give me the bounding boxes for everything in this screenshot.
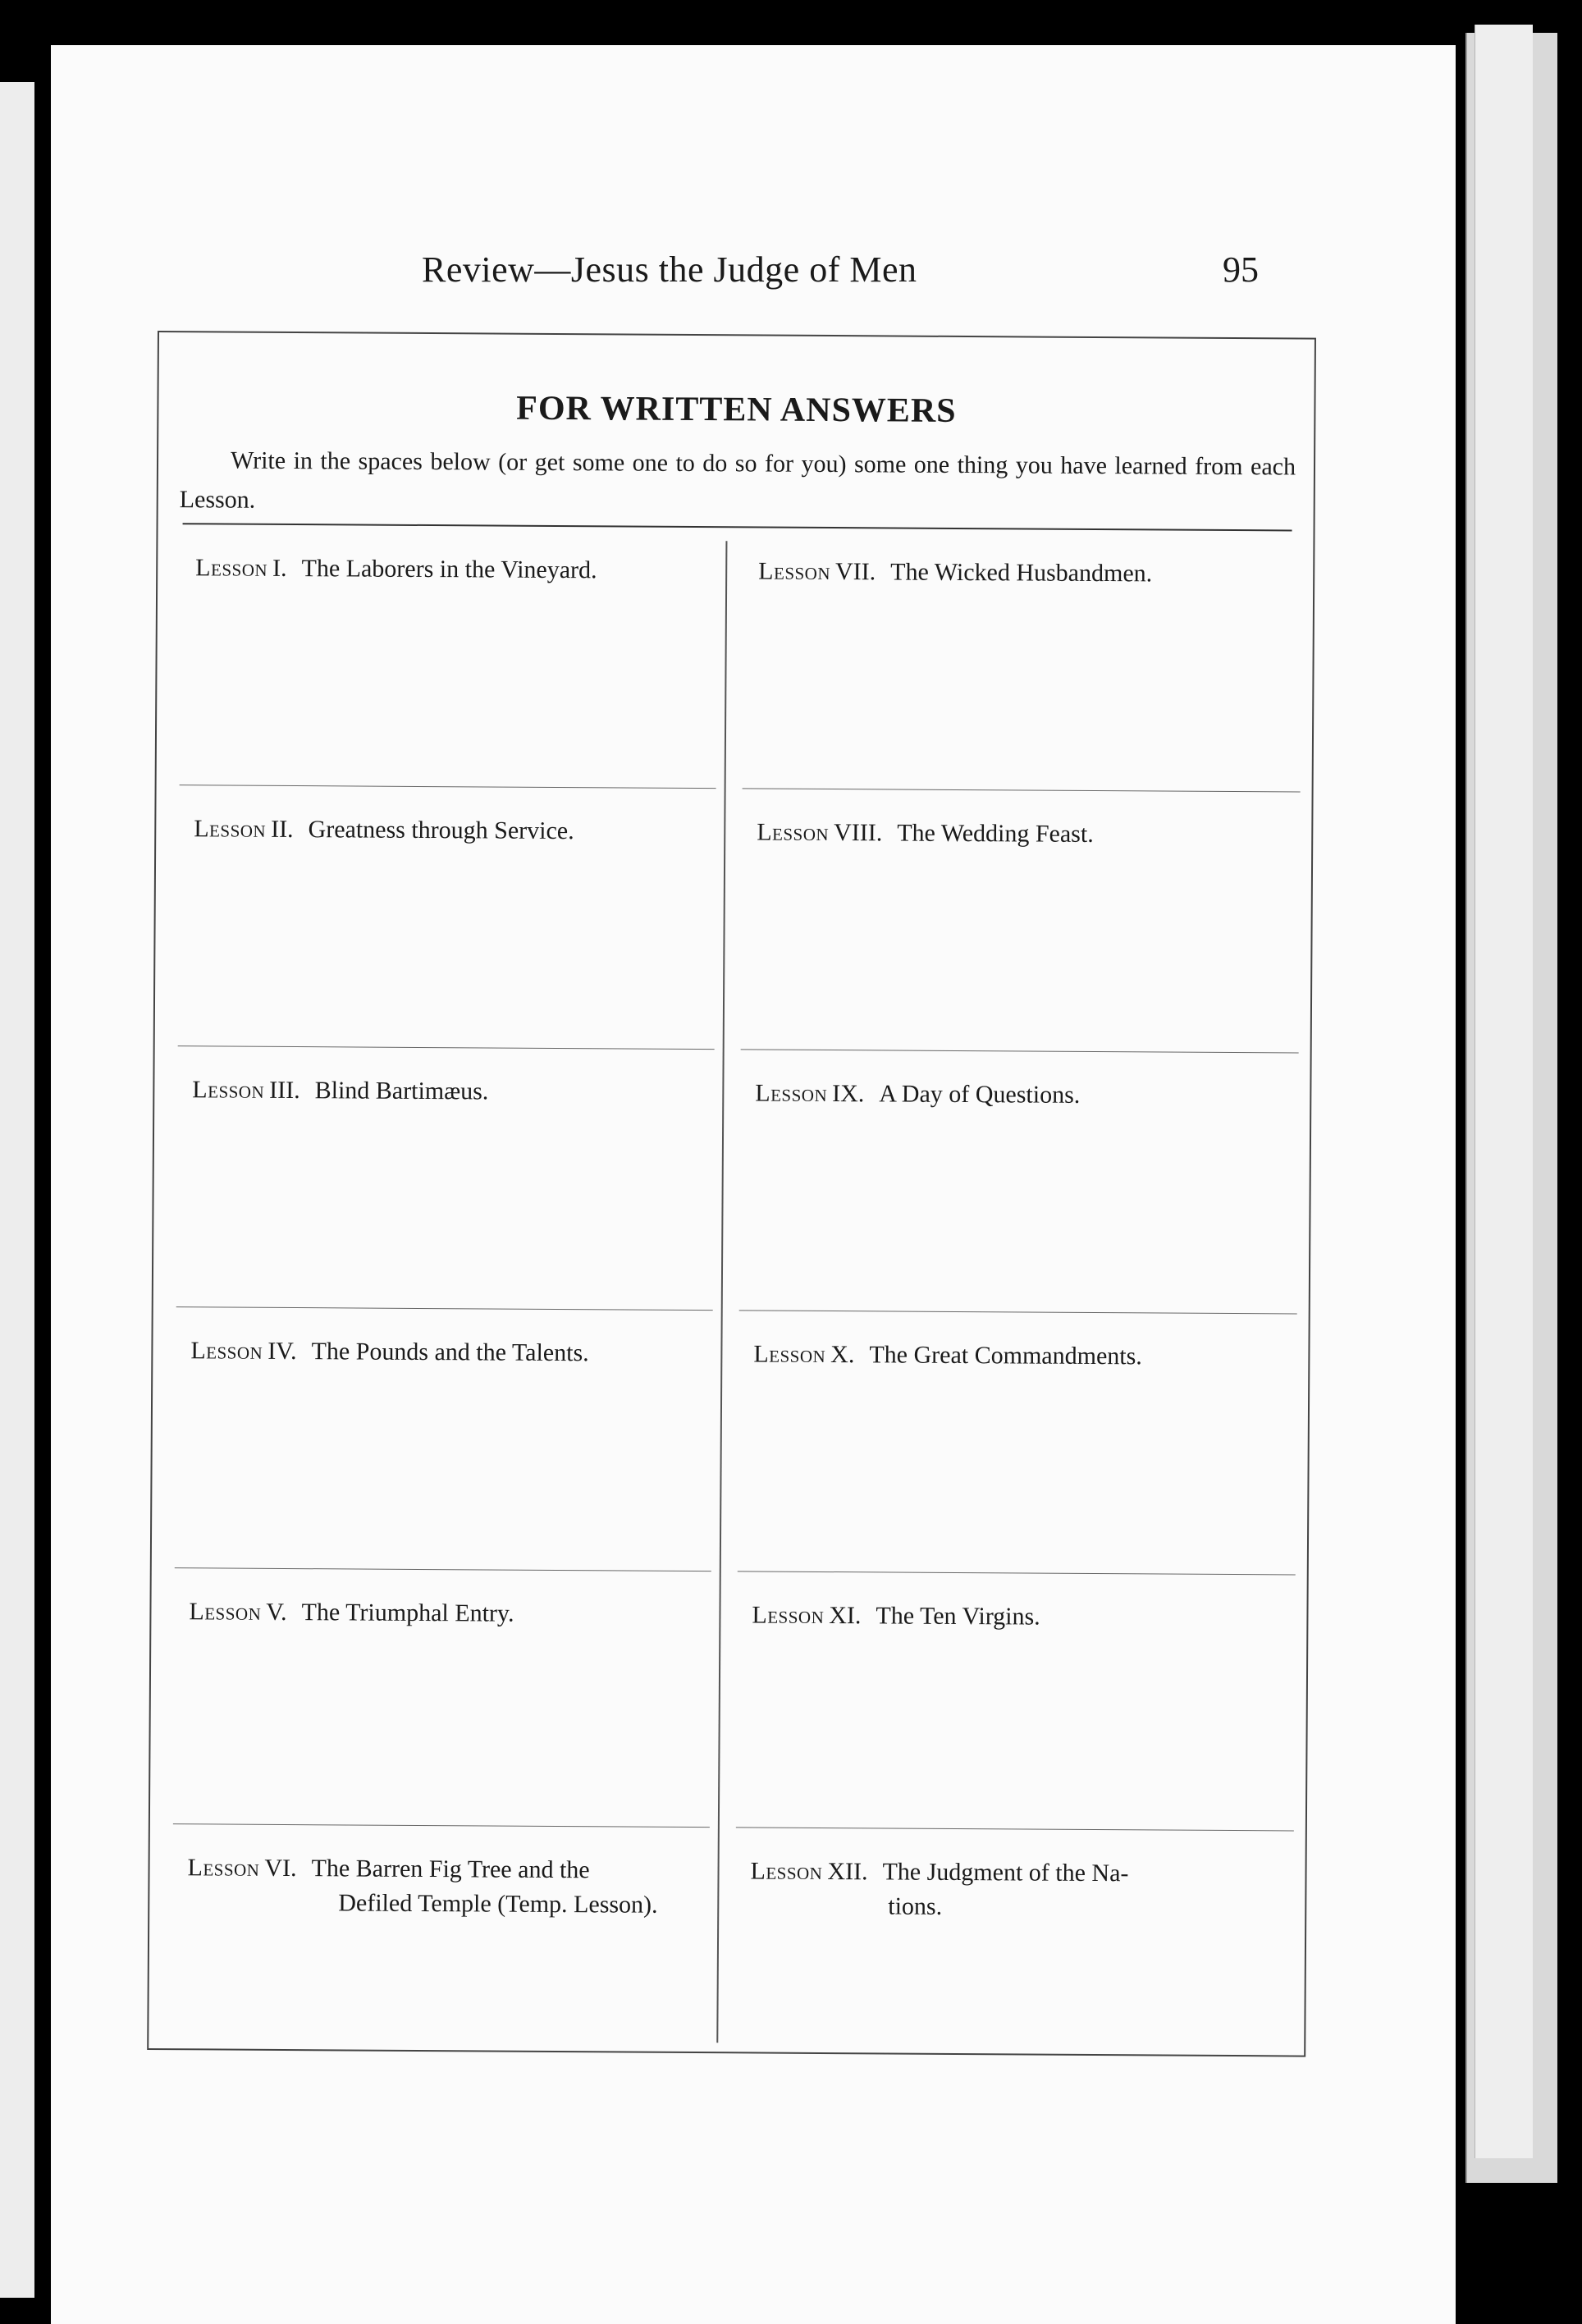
running-head xyxy=(51,249,1456,306)
lesson-label: Lesson xyxy=(187,1854,260,1882)
lesson-cell-10[interactable] xyxy=(721,1311,1305,1575)
lesson-number: VII. xyxy=(834,558,876,586)
lesson-cell-8[interactable] xyxy=(725,789,1309,1053)
written-answers-box xyxy=(147,331,1316,2057)
lesson-heading xyxy=(187,1851,705,1923)
lesson-number: IV. xyxy=(267,1337,297,1366)
lesson-label: Lesson xyxy=(190,1337,263,1365)
lesson-number: VIII. xyxy=(834,819,883,847)
lesson-label: Lesson xyxy=(194,815,267,843)
lesson-number: III. xyxy=(269,1076,300,1105)
lesson-label: Lesson xyxy=(750,1857,823,1885)
lesson-cell-12[interactable] xyxy=(718,1828,1302,2051)
lesson-title: The Laborers in the Vineyard. xyxy=(301,555,597,584)
lesson-heading xyxy=(753,1337,1292,1375)
lesson-title: The Barren Fig Tree and the xyxy=(311,1855,590,1884)
lesson-grid xyxy=(155,524,1310,2051)
lesson-title: The Judgment of the Na- xyxy=(882,1858,1129,1887)
lesson-heading xyxy=(750,1854,1289,1926)
lesson-heading xyxy=(755,1076,1293,1114)
facing-page-edge xyxy=(0,82,34,2298)
lesson-title: Greatness through Service. xyxy=(308,816,574,845)
lesson-cell-6[interactable] xyxy=(155,1824,718,2047)
page-number: 95 xyxy=(1223,249,1259,290)
lesson-title: The Wicked Husbandmen. xyxy=(890,558,1153,588)
lesson-cell-1[interactable] xyxy=(163,524,726,789)
lesson-number: V. xyxy=(266,1598,287,1626)
lesson-heading xyxy=(189,1594,706,1632)
lesson-label: Lesson xyxy=(189,1598,262,1626)
running-title: Review—Jesus the Judge of Men xyxy=(422,249,917,290)
lesson-cell-5[interactable] xyxy=(157,1568,720,1828)
lesson-number: IX. xyxy=(832,1080,865,1108)
lesson-cell-7[interactable] xyxy=(726,528,1310,792)
lesson-heading xyxy=(192,1073,709,1110)
lesson-number: I. xyxy=(272,554,287,582)
lesson-cell-9[interactable] xyxy=(723,1050,1307,1314)
lesson-heading xyxy=(758,554,1296,592)
lesson-heading xyxy=(752,1598,1290,1635)
book-page xyxy=(51,45,1456,2324)
lesson-heading xyxy=(757,815,1295,853)
lesson-title: The Pounds and the Talents. xyxy=(311,1338,589,1367)
lesson-title: The Wedding Feast. xyxy=(897,819,1094,848)
lesson-title: The Great Commandments. xyxy=(869,1341,1142,1370)
lesson-cell-4[interactable] xyxy=(158,1307,721,1571)
lesson-title-line2: tions. xyxy=(888,1892,943,1920)
lesson-title: Blind Bartimæus. xyxy=(314,1077,489,1105)
lesson-cell-2[interactable] xyxy=(162,785,725,1050)
lesson-label: Lesson xyxy=(757,818,830,847)
lesson-label: Lesson xyxy=(192,1076,265,1104)
lesson-number: XII. xyxy=(827,1858,868,1886)
lesson-label: Lesson xyxy=(755,1079,828,1108)
lesson-number: XI. xyxy=(829,1602,862,1630)
lesson-heading xyxy=(194,812,711,849)
lesson-cell-3[interactable] xyxy=(160,1046,723,1311)
lesson-label: Lesson xyxy=(752,1601,825,1629)
lesson-label: Lesson xyxy=(195,554,268,582)
lesson-heading xyxy=(190,1334,707,1371)
lesson-title: The Ten Virgins. xyxy=(876,1602,1040,1631)
lesson-number: II. xyxy=(271,815,294,844)
lesson-label: Lesson xyxy=(753,1340,826,1368)
lesson-cell-11[interactable] xyxy=(720,1571,1304,1831)
lesson-heading xyxy=(195,551,712,588)
page-stack-edge-inner xyxy=(1475,25,1533,2158)
lesson-label: Lesson xyxy=(758,557,831,586)
lesson-number: X. xyxy=(830,1341,855,1369)
box-intro: Write in the spaces below (or get some one to do so for you) some one thing you have learned from each Lesson. xyxy=(179,446,1296,514)
lesson-title: The Triumphal Entry. xyxy=(301,1599,514,1627)
lesson-title-line2: Defiled Temple (Temp. Lesson). xyxy=(338,1889,658,1919)
lesson-number: VI. xyxy=(264,1854,297,1883)
lesson-title: A Day of Questions. xyxy=(879,1080,1081,1109)
box-title: FOR WRITTEN ANSWERS xyxy=(516,389,957,430)
